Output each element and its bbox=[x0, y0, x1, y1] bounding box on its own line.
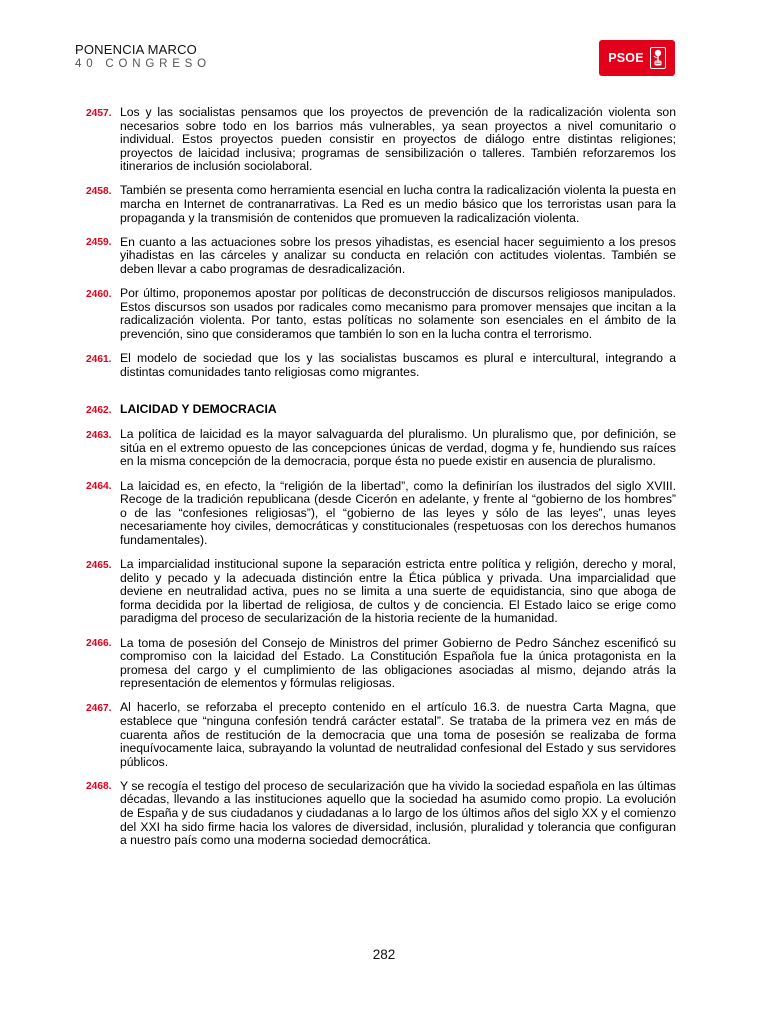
paragraph-text: La toma de posesión del Consejo de Ministros del primer Gobierno de Pedro Sánchez escenificó su compromiso con la laicidad del Estado. La Constitución Española fue la única protagonista en la promesa del cargo y el cumplimiento de las obligaciones asociadas al mismo, dejando atrás la representación de elementos y fórmulas religiosas. bbox=[120, 635, 676, 691]
document-subtitle: 40 CONGRESO bbox=[75, 58, 211, 70]
paragraph-text: También se presenta como herramienta esencial en lucha contra la radicalización violenta la puesta en marcha en Internet de contranarrativas. La Red es un medio básico que los terroristas usan para la propaganda y la transmisión de contenidos que promueven la radicalización violenta. bbox=[120, 183, 676, 225]
paragraph bbox=[86, 637, 676, 691]
paragraph bbox=[86, 352, 676, 379]
paragraph-number: 2468. bbox=[86, 781, 112, 793]
paragraph-text: La política de laicidad es la mayor salvaguarda del pluralismo. Un pluralismo que, por definición, se sitúa en el extremo opuesto de las concepciones únicas de verdad, dogma y fe, hundiendo sus raíces en la misma concepción de la democracia, porque ésta no puede existir en ausencia de pluralismo. bbox=[120, 427, 676, 469]
paragraph-number: 2463. bbox=[86, 429, 112, 441]
paragraph-number: 2460. bbox=[86, 288, 112, 300]
paragraph bbox=[86, 480, 676, 548]
paragraph bbox=[86, 184, 676, 225]
paragraph bbox=[86, 106, 676, 174]
document-title: PONENCIA MARCO bbox=[75, 42, 197, 57]
page-header bbox=[75, 42, 685, 82]
paragraph-text: En cuanto a las actuaciones sobre los presos yihadistas, es esencial hacer seguimiento a los presos yihadistas en las cárceles y analizar su conducta en relación con actitudes violentas. También se deben llevar a cabo programas de desradicalización. bbox=[120, 234, 676, 276]
paragraph-number: 2459. bbox=[86, 237, 112, 249]
paragraph-text: La imparcialidad institucional supone la separación estricta entre política y religión, derecho y moral, delito y pecado y la adecuada distinción entre la Ética pública y privada. Una imparcialidad que deviene en neutralidad activa, pues no se limita a una suerte de equidistancia, sino que aboga de forma decidida por la libertad de religiosa, de cultos y de conciencia. El Estado laico se erige como paradigma del proceso de secularización de la historia reciente de la humanidad. bbox=[120, 557, 676, 626]
paragraph-number: 2457. bbox=[86, 107, 112, 119]
page-number: 282 bbox=[372, 947, 396, 962]
paragraph bbox=[86, 780, 676, 848]
paragraph-text: Los y las socialistas pensamos que los proyectos de prevención de la radicalización violenta son necesarios sobre todo en los barrios más vulnerables, ya sean proyectos a nivel comunitario o individual. Estos proyectos pueden consistir en proyectos de diálogo entre distintas religiones; proyectos de laicidad inclusiva; programas de sensibilización o talleres. También reforzaremos los itinerarios de inclusión sociolaboral. bbox=[120, 105, 676, 174]
rose-in-fist-icon bbox=[650, 47, 666, 69]
paragraph-number: 2462. bbox=[86, 404, 112, 416]
paragraph-text: La laicidad es, en efecto, la “religión de la libertad”, como la definirían los ilustrados del siglo XVIII. Recoge de la tradición republicana (desde Cicerón en adelante, y frente al “gobierno de los hombres” o de las “confesiones religiosas”), el “gobierno de las leyes y sólo de las leyes”, unas leyes necesariamente hoy civiles, democráticas y constitucionales (respetuosas con los derechos humanos fundamentales). bbox=[120, 478, 676, 547]
paragraph-number: 2466. bbox=[86, 638, 112, 650]
logo-text: PSOE bbox=[608, 51, 644, 65]
paragraph-number: 2464. bbox=[86, 481, 112, 493]
paragraph bbox=[86, 701, 676, 769]
paragraph bbox=[86, 558, 676, 626]
paragraph-number: 2467. bbox=[86, 702, 112, 714]
paragraph-number: 2461. bbox=[86, 353, 112, 365]
paragraph bbox=[86, 236, 676, 277]
page-content bbox=[86, 106, 676, 858]
paragraph-text: El modelo de sociedad que los y las socialistas buscamos es plural e intercultural, integrando a distintas comunidades tanto religiosas como migrantes. bbox=[120, 350, 676, 379]
paragraph-number: 2465. bbox=[86, 559, 112, 571]
psoe-logo bbox=[599, 40, 675, 76]
paragraph-text: Al hacerlo, se reforzaba el precepto contenido en el artículo 16.3. de nuestra Carta Magna, que establece que “ninguna confesión tendrá carácter estatal”. Se trataba de la primera vez en más de cuarenta años de restitución de la democracia que una toma de posesión se realizaba de forma inequívocamente laica, subrayando la voluntad de neutralidad confesional del Estado y sus servidores públicos. bbox=[120, 700, 676, 769]
paragraph-number: 2458. bbox=[86, 186, 112, 198]
section-heading bbox=[86, 403, 676, 417]
paragraph bbox=[86, 428, 676, 469]
paragraph-text: Y se recogía el testigo del proceso de secularización que ha vivido la sociedad española en las últimas décadas, llevando a las instituciones aquello que la sociedad ha asumido como propio. La evolución de España y de sus ciudadanos y ciudadanas a lo largo de los últimos años del siglo XX y el comienzo del XXI ha sido firme hacia los valores de diversidad, inclusión, pluralidad y tolerancia que configuran a nuestro país como una moderna sociedad democrática. bbox=[120, 778, 676, 848]
paragraph-text: Por último, proponemos apostar por políticas de deconstrucción de discursos religiosos manipulados. Estos discursos son usados por radicales como mecanismo para promover mensajes que incitan a la radicalización violenta. Por tanto, estas políticas no solamente son esenciales en el ámbito de la prevención, sino que consideramos que también lo son en la lucha contra el terrorismo. bbox=[120, 286, 676, 341]
paragraph bbox=[86, 287, 676, 341]
section-heading-text: LAICIDAD Y DEMOCRACIA bbox=[120, 402, 277, 417]
